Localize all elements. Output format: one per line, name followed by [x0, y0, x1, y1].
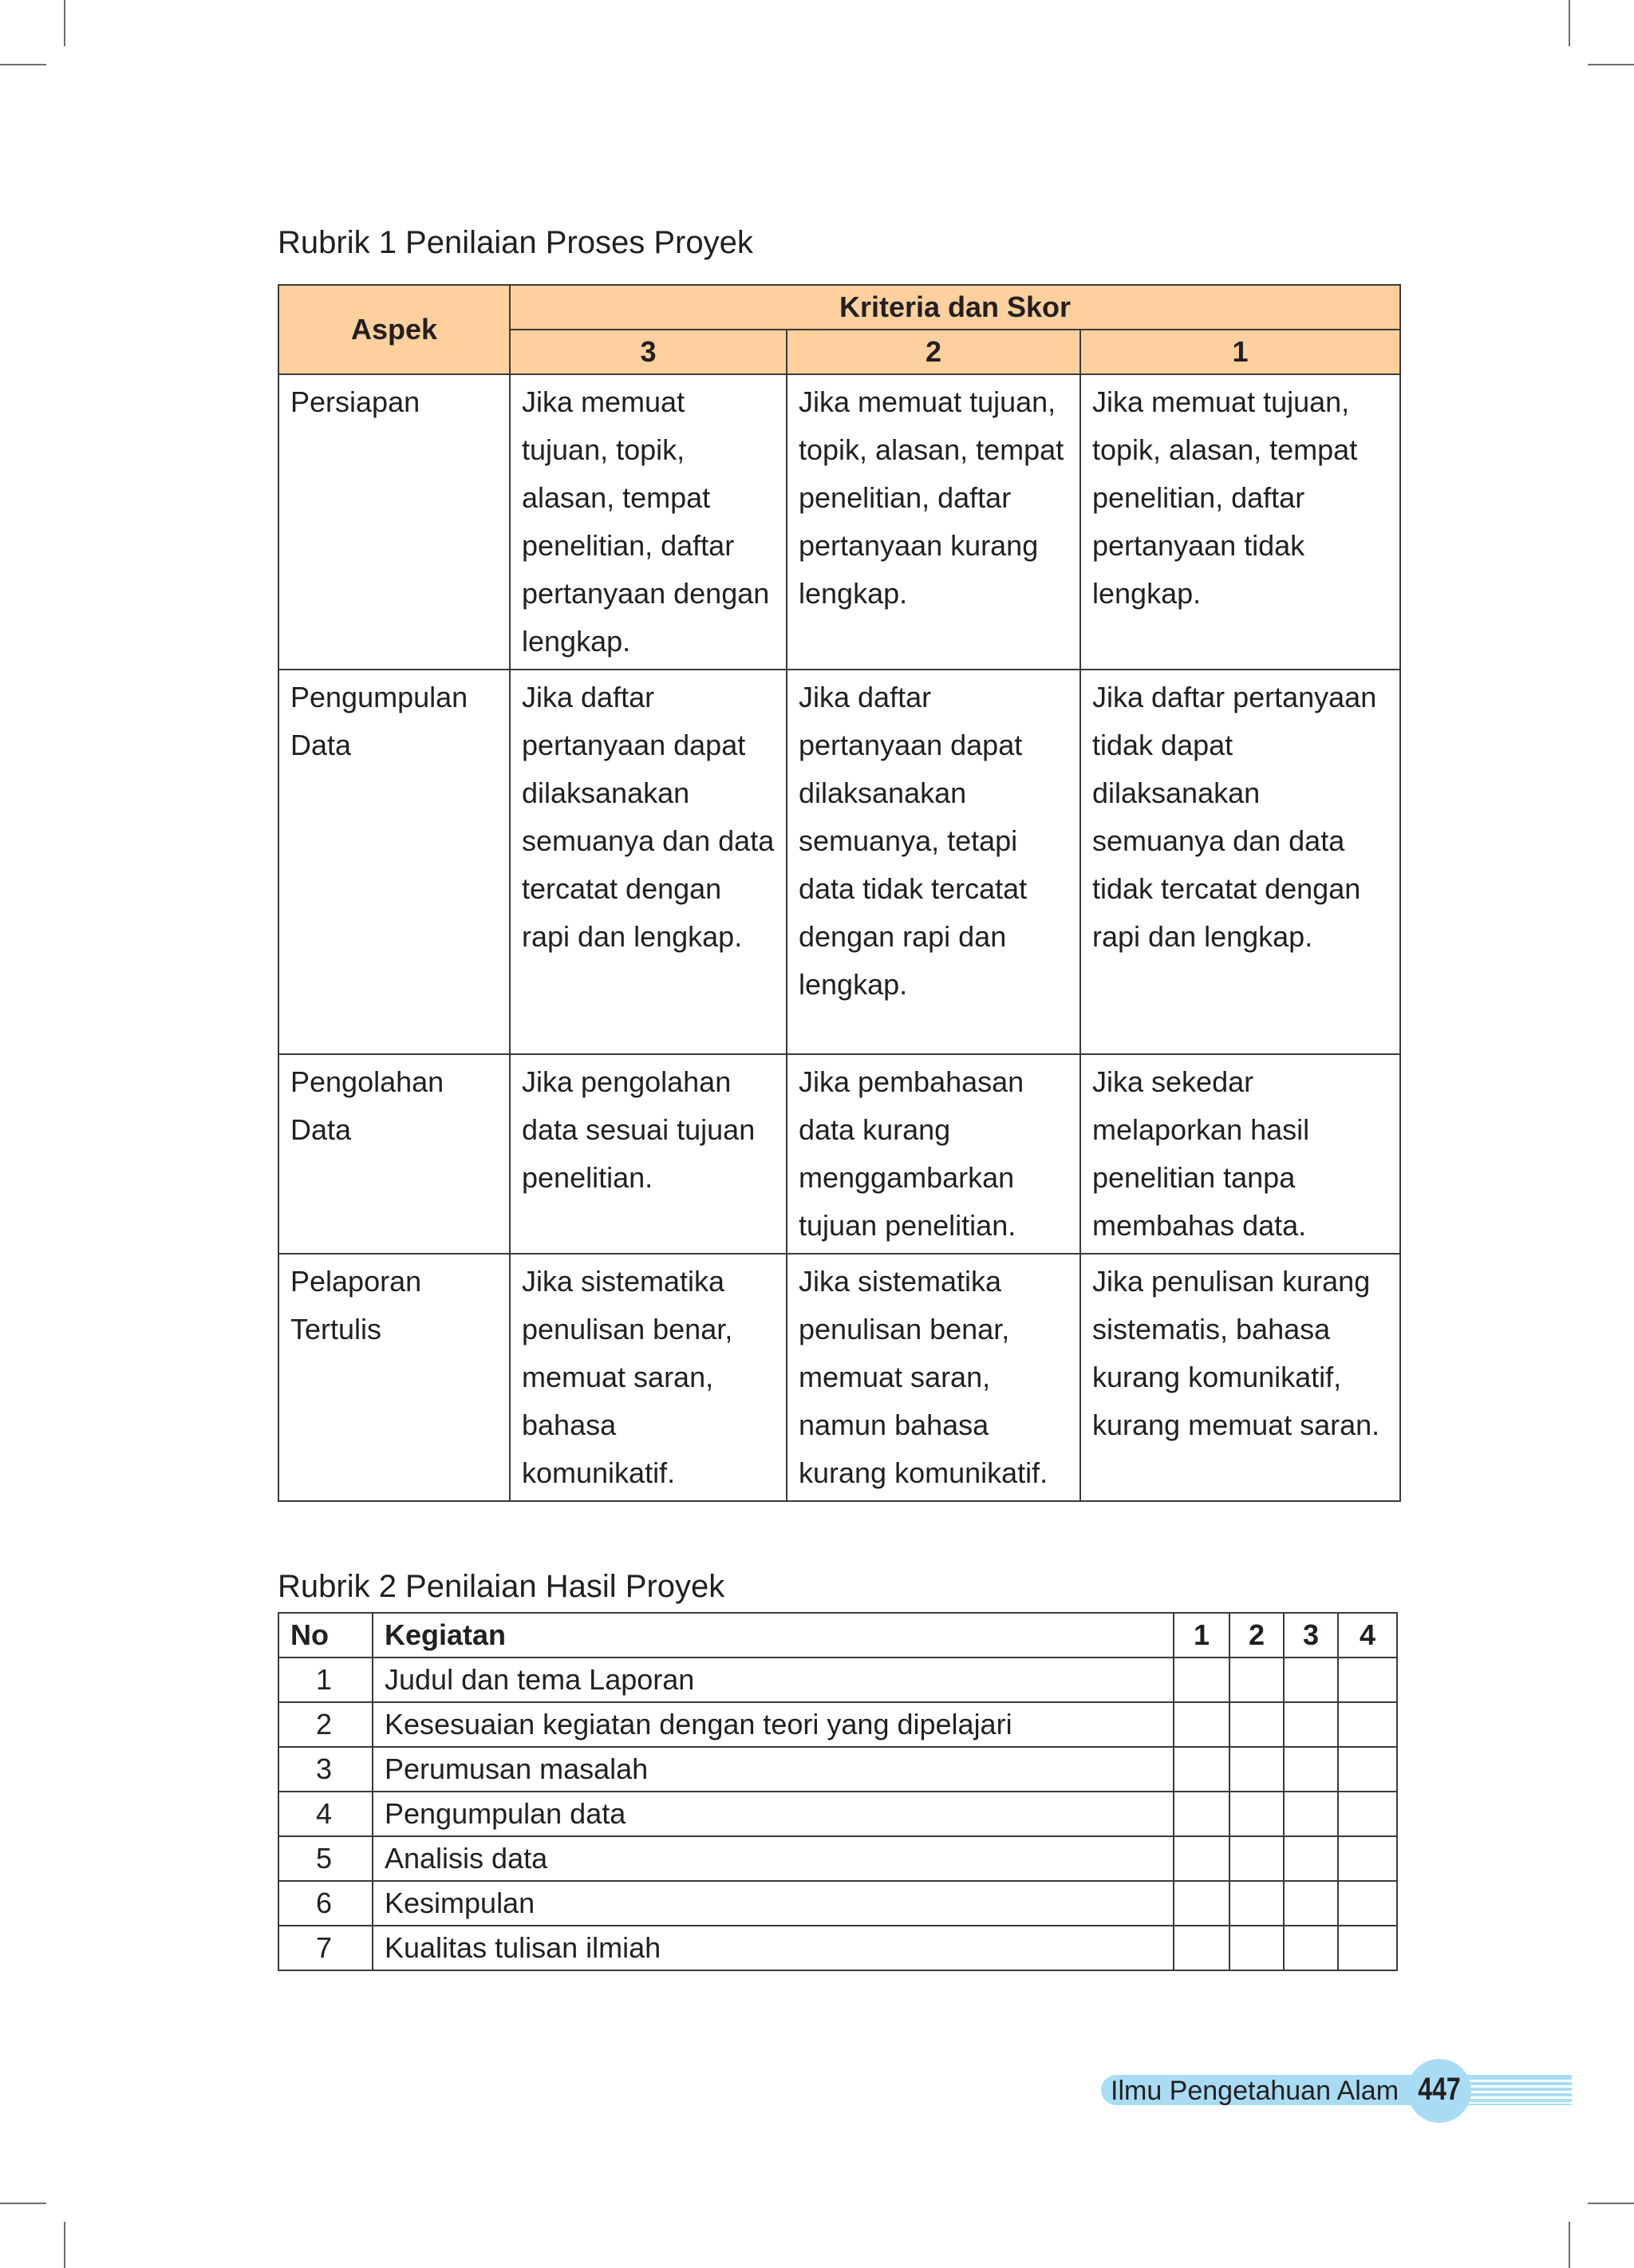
row-number: 3 — [278, 1747, 373, 1792]
row-number: 4 — [278, 1792, 373, 1836]
score-cell — [1229, 1702, 1284, 1747]
table-row — [278, 374, 1400, 670]
page-number: 447 — [1418, 2072, 1461, 2107]
activity-cell: Perumusan masalah — [373, 1747, 1174, 1792]
score-cell — [1174, 1747, 1229, 1792]
row-number: 5 — [278, 1836, 373, 1881]
score-cell — [1229, 1658, 1284, 1702]
row-number: 2 — [278, 1702, 373, 1747]
score-cell — [1338, 1658, 1397, 1702]
crop-mark — [1569, 2222, 1570, 2268]
header-kegiatan: Kegiatan — [373, 1613, 1174, 1658]
score-cell — [1284, 1836, 1338, 1881]
activity-cell: Judul dan tema Laporan — [373, 1658, 1174, 1702]
score-cell — [1174, 1926, 1229, 1970]
header-aspek: Aspek — [278, 285, 510, 374]
row-number: 1 — [278, 1658, 373, 1702]
table-row — [278, 1926, 1397, 1970]
rubric2-header-row — [278, 1613, 1397, 1658]
score-cell — [1338, 1747, 1397, 1792]
score-cell — [1229, 1747, 1284, 1792]
score-cell — [1284, 1658, 1338, 1702]
table-row — [278, 1254, 1400, 1501]
header-score-2: 2 — [1229, 1613, 1284, 1658]
activity-cell: Kualitas tulisan ilmiah — [373, 1926, 1174, 1970]
header-score-1: 1 — [1174, 1613, 1229, 1658]
footer-subject: Ilmu Pengetahuan Alam — [1111, 2076, 1399, 2106]
criteria-cell-3: Jika sistematika penulisan benar, memuat saran, bahasa komunikatif. — [510, 1254, 787, 1501]
activity-cell: Pengumpulan data — [373, 1792, 1174, 1836]
score-cell — [1338, 1881, 1397, 1926]
score-cell — [1284, 1926, 1338, 1970]
row-number: 6 — [278, 1881, 373, 1926]
score-cell — [1229, 1836, 1284, 1881]
rubric2-table — [278, 1612, 1398, 1971]
header-no: No — [278, 1613, 373, 1658]
score-cell — [1229, 1792, 1284, 1836]
crop-mark — [1588, 64, 1634, 65]
rubric2-caption: Rubrik 2 Penilaian Hasil Proyek — [278, 1569, 725, 1604]
crop-mark — [1588, 2203, 1634, 2204]
header-kriteria: Kriteria dan Skor — [510, 285, 1400, 330]
score-cell — [1284, 1792, 1338, 1836]
activity-cell: Kesimpulan — [373, 1881, 1174, 1926]
crop-mark — [0, 64, 46, 65]
score-cell — [1229, 1881, 1284, 1926]
criteria-cell-1: Jika daftar pertanyaan tidak dapat dilaksanakan semuanya dan data tidak tercatat dengan rapi dan lengkap. — [1080, 670, 1400, 1054]
table-row — [278, 1836, 1397, 1881]
criteria-cell-3: Jika memuat tujuan, topik, alasan, tempat penelitian, daftar pertanyaan dengan lengkap. — [510, 374, 787, 670]
table-row — [278, 1702, 1397, 1747]
score-cell — [1174, 1658, 1229, 1702]
crop-mark — [1569, 0, 1570, 46]
score-cell — [1174, 1702, 1229, 1747]
criteria-cell-3: Jika pengolahan data sesuai tujuan penelitian. — [510, 1054, 787, 1254]
score-cell — [1174, 1836, 1229, 1881]
rubric1-caption: Rubrik 1 Penilaian Proses Proyek — [278, 225, 753, 260]
header-score-1: 1 — [1080, 330, 1400, 374]
header-score-3: 3 — [510, 330, 787, 374]
crop-mark — [0, 2203, 46, 2204]
score-cell — [1174, 1881, 1229, 1926]
score-cell — [1284, 1702, 1338, 1747]
aspek-cell: Pelaporan Tertulis — [278, 1254, 510, 1501]
score-cell — [1338, 1926, 1397, 1970]
criteria-cell-1: Jika sekedar melaporkan hasil penelitian tanpa membahas data. — [1080, 1054, 1400, 1254]
rubric1-header-row — [278, 285, 1400, 330]
score-cell — [1338, 1792, 1397, 1836]
criteria-cell-1: Jika memuat tujuan, topik, alasan, tempat penelitian, daftar pertanyaan tidak lengkap. — [1080, 374, 1400, 670]
criteria-cell-2: Jika daftar pertanyaan dapat dilaksanakan semuanya, tetapi data tidak tercatat dengan rapi dan lengkap. — [787, 670, 1080, 1054]
crop-mark — [64, 2222, 65, 2268]
criteria-cell-1: Jika penulisan kurang sistematis, bahasa kurang komunikatif, kurang memuat saran. — [1080, 1254, 1400, 1501]
criteria-cell-2: Jika sistematika penulisan benar, memuat saran, namun bahasa kurang komunikatif. — [787, 1254, 1080, 1501]
aspek-cell: Pengumpulan Data — [278, 670, 510, 1054]
score-cell — [1174, 1792, 1229, 1836]
aspek-cell: Pengolahan Data — [278, 1054, 510, 1254]
activity-cell: Kesesuaian kegiatan dengan teori yang dipelajari — [373, 1702, 1174, 1747]
criteria-cell-3: Jika daftar pertanyaan dapat dilaksanakan semuanya dan data tercatat dengan rapi dan lengkap. — [510, 670, 787, 1054]
score-cell — [1229, 1926, 1284, 1970]
table-row — [278, 1658, 1397, 1702]
aspek-cell: Persiapan — [278, 374, 510, 670]
header-score-3: 3 — [1284, 1613, 1338, 1658]
table-row — [278, 1881, 1397, 1926]
table-row — [278, 1054, 1400, 1254]
activity-cell: Analisis data — [373, 1836, 1174, 1881]
row-number: 7 — [278, 1926, 373, 1970]
header-score-4: 4 — [1338, 1613, 1397, 1658]
criteria-cell-2: Jika memuat tujuan, topik, alasan, tempat penelitian, daftar pertanyaan kurang lengkap. — [787, 374, 1080, 670]
header-score-2: 2 — [787, 330, 1080, 374]
table-row — [278, 1747, 1397, 1792]
table-row — [278, 1792, 1397, 1836]
score-cell — [1284, 1881, 1338, 1926]
table-row — [278, 670, 1400, 1054]
score-cell — [1284, 1747, 1338, 1792]
criteria-cell-2: Jika pembahasan data kurang menggambarkan tujuan penelitian. — [787, 1054, 1080, 1254]
score-cell — [1338, 1836, 1397, 1881]
crop-mark — [64, 0, 65, 46]
score-cell — [1338, 1702, 1397, 1747]
rubric1-table — [278, 284, 1401, 1502]
